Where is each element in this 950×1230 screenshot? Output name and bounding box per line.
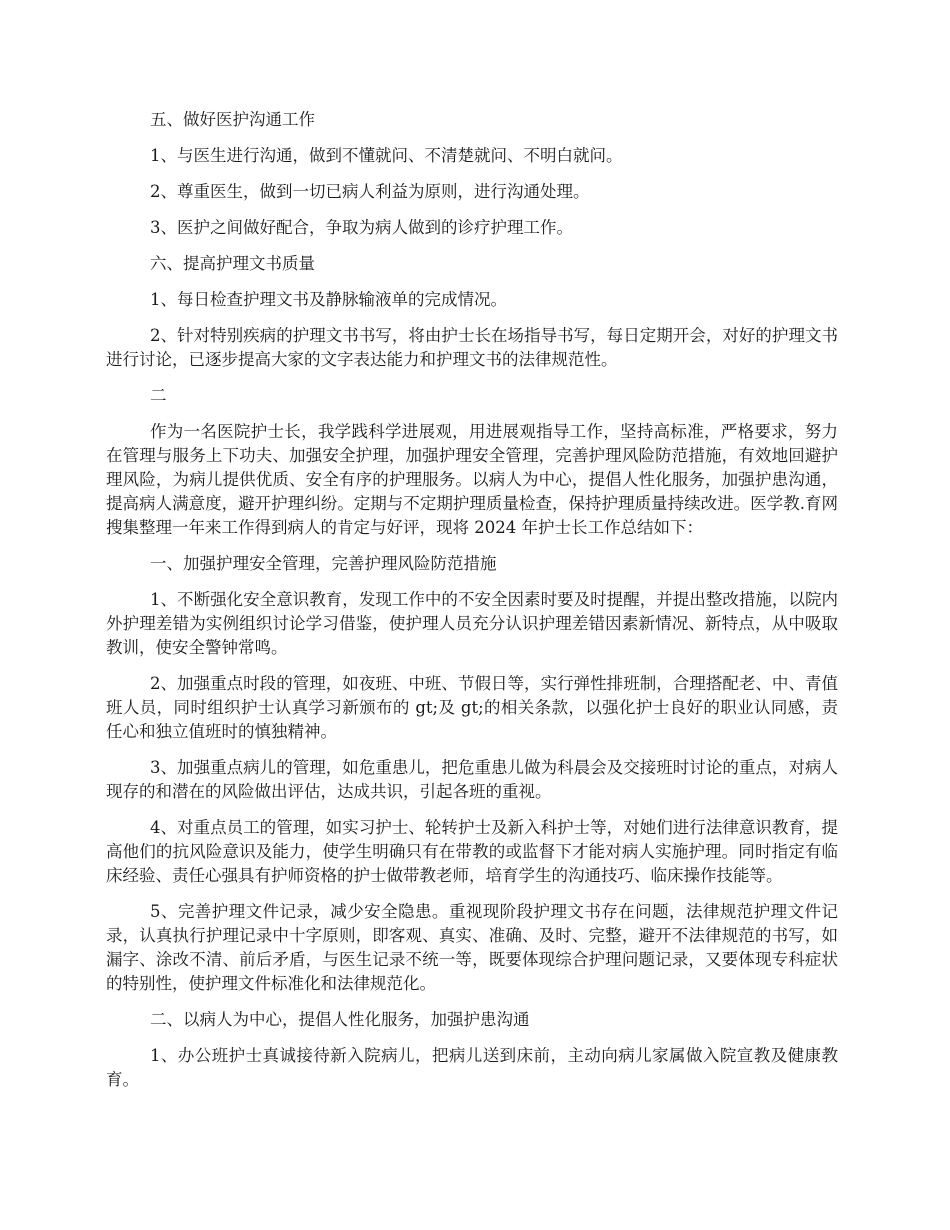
paragraph: 5、完善护理文件记录，减少安全隐患。重视现阶段护理文书存在问题，法律规范护理文件记录，认真执行护理记录中十字原则，即客观、真实、准确、及时、完整，避开不法律规范的书写，如漏字、涂改不清、前后矛盾，与医生记录不统一等，既要体现综合护理问题记录，又要体现专科症状的特别性，使护理文件标准化和法律规范化。	[106, 902, 838, 993]
paragraph: 3、医护之间做好配合，争取为病人做到的诊疗护理工作。	[150, 218, 573, 237]
paragraph: 1、与医生进行沟通，做到不懂就问、不清楚就问、不明白就问。	[150, 146, 623, 165]
paragraph: 1、办公班护士真诚接待新入院病儿，把病儿送到床前，主动向病儿家属做入院宣教及健康教育。	[106, 1046, 838, 1089]
paragraph: 2、针对特别疾病的护理文书书写，将由护士长在场指导书写，每日定期开会，对好的护理文书进行讨论，已逐步提高大家的文字表达能力和护理文书的法律规范性。	[106, 326, 838, 369]
paragraph: 2、加强重点时段的管理，如夜班、中班、节假日等，实行弹性排班制，合理搭配老、中、青值班人员，同时组织护士认真学习新颁布的 gt;及 gt;的相关条款，以强化护士良好的职业认同感，责任心和独立值班时的慎独精神。	[106, 674, 838, 741]
document-page	[106, 108, 838, 1092]
paragraph: 作为一名医院护士长，我学践科学进展观，用进展观指导工作，坚持高标准，严格要求，努力在管理与服务上下功夫、加强安全护理，加强护理安全管理，完善护理风险防范措施，有效地回避护理风险，为病儿提供优质、安全有序的护理服务。以病人为中心，提倡人性化服务，加强护患沟通，提高病人满意度，避开护理纠纷。定期与不定期护理质量检查，保持护理质量持续改进。医学教.育网搜集整理一年来工作得到病人的肯定与好评，现将 2024 年护士长工作总结如下：	[106, 422, 838, 537]
paragraph: 4、对重点员工的管理，如实习护士、轮转护士及新入科护士等，对她们进行法律意识教育，提高他们的抗风险意识及能力，使学生明确只有在带教的或监督下才能对病人实施护理。同时指定有临床经验、责任心强具有护师资格的护士做带教老师，培育学生的沟通技巧、临床操作技能等。	[106, 818, 838, 885]
paragraph: 1、不断强化安全意识教育，发现工作中的不安全因素时要及时提醒，并提出整改措施，以院内外护理差错为实例组织讨论学习借鉴，使护理人员充分认识护理差错因素新情况、新特点，从中吸取教训，使安全警钟常鸣。	[106, 590, 838, 657]
section-number: 二	[150, 386, 167, 405]
section-heading: 一、加强护理安全管理，完善护理风险防范措施	[150, 554, 497, 573]
section-heading: 五、做好医护沟通工作	[150, 110, 315, 129]
paragraph: 2、尊重医生，做到一切已病人利益为原则，进行沟通处理。	[150, 182, 590, 201]
paragraph: 3、加强重点病儿的管理，如危重患儿，把危重患儿做为科晨会及交接班时讨论的重点，对病人现存的和潜在的风险做出评估，达成共识，引起各班的重视。	[106, 758, 838, 801]
paragraph: 1、每日检查护理文书及静脉输液单的完成情况。	[150, 290, 507, 309]
section-heading: 二、以病人为中心，提倡人性化服务，加强护患沟通	[150, 1010, 530, 1029]
section-heading: 六、提高护理文书质量	[150, 254, 315, 273]
